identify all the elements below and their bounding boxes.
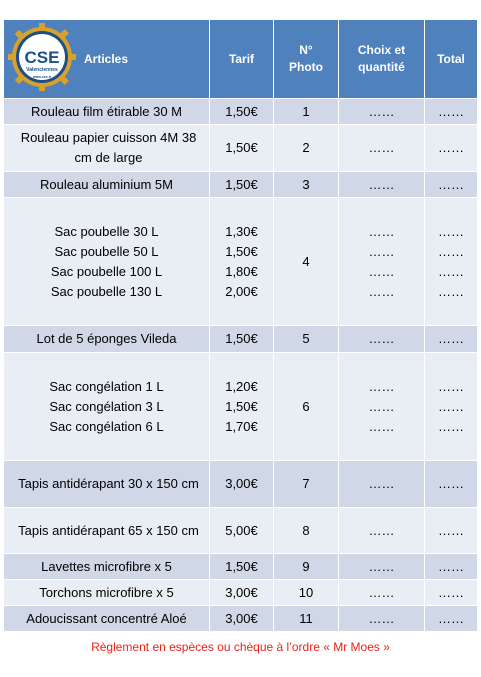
cell-tarif	[210, 172, 274, 198]
photo-value: 11	[299, 610, 313, 626]
total-value: ……	[438, 558, 464, 574]
cell-tarif	[210, 99, 274, 125]
header-photo-line2: Photo	[289, 60, 323, 74]
cell-photo	[274, 606, 339, 632]
article-value: Sac poubelle 50 L	[54, 243, 159, 259]
table-row	[4, 99, 478, 125]
header-total: Total	[425, 20, 478, 99]
photo-value: 10	[298, 584, 314, 600]
choix-value: ……	[368, 558, 395, 574]
cell-tarif	[210, 461, 274, 508]
tarif-value: 5,00€	[225, 522, 258, 538]
total-value: ……	[438, 223, 464, 239]
total-value: ……	[438, 263, 464, 279]
logo-subtext: Valenciennes	[26, 67, 58, 73]
cell-article	[4, 508, 210, 554]
tarif-value: 1,50€	[225, 103, 258, 119]
table-row	[4, 580, 478, 606]
cell-photo	[274, 580, 339, 606]
total-value: ……	[438, 176, 464, 192]
article-value: Tapis antidérapant 30 x 150 cm	[18, 476, 199, 491]
article-value: Torchons microfibre x 5	[39, 584, 174, 600]
cell-choix[interactable]	[339, 353, 425, 461]
price-table	[3, 19, 478, 632]
cell-photo	[274, 353, 339, 461]
cell-article	[4, 198, 210, 326]
tarif-value: 3,00€	[225, 610, 258, 626]
header-choix-line2: quantité	[358, 60, 405, 74]
table-row	[4, 554, 478, 580]
tarif-value: 1,50€	[225, 243, 258, 259]
article-value: Tapis antidérapant 65 x 150 cm	[18, 522, 199, 538]
cell-photo	[274, 554, 339, 580]
header-photo-line1: N°	[299, 43, 313, 57]
choix-value: ……	[368, 331, 395, 346]
photo-value: 5	[302, 331, 310, 346]
cell-choix[interactable]	[339, 99, 425, 125]
photo-value: 4	[302, 253, 310, 269]
tarif-value: 1,20€	[225, 378, 258, 394]
photo-value: 9	[302, 558, 310, 574]
cell-total	[425, 125, 478, 172]
cell-total	[425, 580, 478, 606]
cell-photo	[274, 198, 339, 326]
cell-total	[425, 554, 478, 580]
choix-value: ……	[368, 476, 395, 491]
header-row	[4, 20, 478, 99]
cell-choix[interactable]	[339, 554, 425, 580]
cell-tarif	[210, 554, 274, 580]
article-value: Rouleau film étirable 30 M	[30, 103, 183, 119]
cell-choix[interactable]	[339, 198, 425, 326]
tarif-value: 1,80€	[225, 263, 258, 279]
table-row	[4, 508, 478, 554]
cell-tarif	[210, 508, 274, 554]
cell-tarif	[210, 606, 274, 632]
choix-value: ……	[368, 223, 395, 239]
cell-article	[4, 125, 210, 172]
choix-value: ……	[368, 140, 395, 155]
cell-choix[interactable]	[339, 326, 425, 353]
header-choix	[339, 20, 425, 99]
photo-value: 3	[302, 176, 310, 192]
cell-tarif	[210, 125, 274, 172]
table-row	[4, 326, 478, 353]
photo-value: 6	[302, 398, 310, 414]
article-value: Lavettes microfibre x 5	[41, 558, 172, 574]
cell-total	[425, 326, 478, 353]
cell-article	[4, 172, 210, 198]
cell-photo	[274, 125, 339, 172]
cell-article	[4, 353, 210, 461]
total-value: ……	[438, 378, 464, 394]
choix-value: ……	[368, 243, 395, 259]
total-value: ……	[438, 398, 464, 414]
table-row	[4, 353, 478, 461]
article-value: Sac congélation 6 L	[49, 418, 164, 434]
cell-photo	[274, 99, 339, 125]
table-row	[4, 198, 478, 326]
cell-photo	[274, 326, 339, 353]
table-row	[4, 172, 478, 198]
header-articles-label: Articles	[84, 52, 129, 66]
tarif-value: 3,00€	[225, 584, 258, 600]
choix-value: ……	[368, 378, 395, 394]
cell-article	[4, 606, 210, 632]
cell-article	[4, 99, 210, 125]
total-value: ……	[438, 331, 464, 346]
choix-value: ……	[368, 283, 395, 299]
tarif-value: 1,50€	[225, 398, 258, 414]
choix-value: ……	[368, 263, 395, 279]
table-row	[4, 461, 478, 508]
article-value: Sac poubelle 100 L	[50, 263, 163, 279]
cell-article	[4, 580, 210, 606]
article-value: Sac poubelle 130 L	[50, 283, 163, 299]
cell-article	[4, 326, 210, 353]
total-value: ……	[438, 418, 464, 434]
cell-total	[425, 198, 478, 326]
cell-choix[interactable]	[339, 172, 425, 198]
tarif-value: 1,50€	[225, 140, 258, 155]
photo-value: 7	[302, 476, 310, 491]
photo-value: 8	[302, 522, 310, 538]
cell-photo	[274, 172, 339, 198]
choix-value: ……	[368, 584, 395, 600]
header-photo	[274, 20, 339, 99]
article-value: Sac congélation 1 L	[49, 378, 164, 394]
cse-logo	[7, 23, 77, 91]
article-value: Rouleau papier cuisson 4M 38 cm de large	[20, 130, 197, 165]
cell-total	[425, 172, 478, 198]
article-value: Sac congélation 3 L	[49, 398, 164, 414]
header-articles	[4, 20, 210, 99]
cell-choix[interactable]	[339, 125, 425, 172]
article-value: Rouleau aluminium 5M	[40, 176, 173, 192]
cell-total	[425, 99, 478, 125]
cell-tarif	[210, 326, 274, 353]
total-value: ……	[438, 476, 464, 491]
choix-value: ……	[368, 103, 395, 119]
table-row	[4, 125, 478, 172]
logo-tiny: www.cse.fr	[32, 75, 52, 79]
total-value: ……	[438, 283, 464, 299]
choix-value: ……	[368, 176, 395, 192]
cell-tarif	[210, 198, 274, 326]
article-value: Adoucissant concentré Aloé	[26, 610, 187, 626]
table-row	[4, 606, 478, 632]
logo-text: CSE	[24, 48, 60, 67]
cell-tarif	[210, 353, 274, 461]
cell-choix[interactable]	[339, 461, 425, 508]
tarif-value: 3,00€	[225, 476, 258, 491]
payment-note: Règlement en espèces ou chèque à l’ordre « Mr Moes »	[91, 640, 390, 654]
total-value: ……	[438, 140, 464, 155]
cell-total	[425, 461, 478, 508]
total-value: ……	[438, 584, 464, 600]
cell-total	[425, 606, 478, 632]
cell-choix[interactable]	[339, 580, 425, 606]
header-choix-line1: Choix et	[357, 43, 406, 57]
total-value: ……	[438, 103, 464, 119]
tarif-value: 1,50€	[225, 176, 258, 192]
choix-value: ……	[368, 418, 395, 434]
photo-value: 2	[302, 140, 310, 155]
tarif-value: 1,50€	[225, 331, 258, 346]
tarif-value: 2,00€	[225, 283, 258, 299]
cell-photo	[274, 461, 339, 508]
cell-article	[4, 554, 210, 580]
cell-article	[4, 461, 210, 508]
tarif-value: 1,50€	[225, 558, 258, 574]
total-value: ……	[438, 610, 464, 626]
photo-value: 1	[302, 103, 310, 119]
cell-photo	[274, 508, 339, 554]
cell-tarif	[210, 580, 274, 606]
cell-total	[425, 353, 478, 461]
article-value: Lot de 5 éponges Vileda	[36, 331, 177, 346]
header-tarif: Tarif	[210, 20, 274, 99]
tarif-value: 1,70€	[225, 418, 258, 434]
choix-value: ……	[368, 398, 395, 414]
total-value: ……	[438, 522, 464, 538]
cell-total	[425, 508, 478, 554]
total-value: ……	[438, 243, 464, 259]
cell-choix[interactable]	[339, 606, 425, 632]
cell-choix[interactable]	[339, 508, 425, 554]
choix-value: ……	[368, 522, 395, 538]
article-value: Sac poubelle 30 L	[54, 223, 159, 239]
table-body	[4, 99, 478, 632]
tarif-value: 1,30€	[225, 223, 258, 239]
choix-value: ……	[368, 610, 395, 626]
